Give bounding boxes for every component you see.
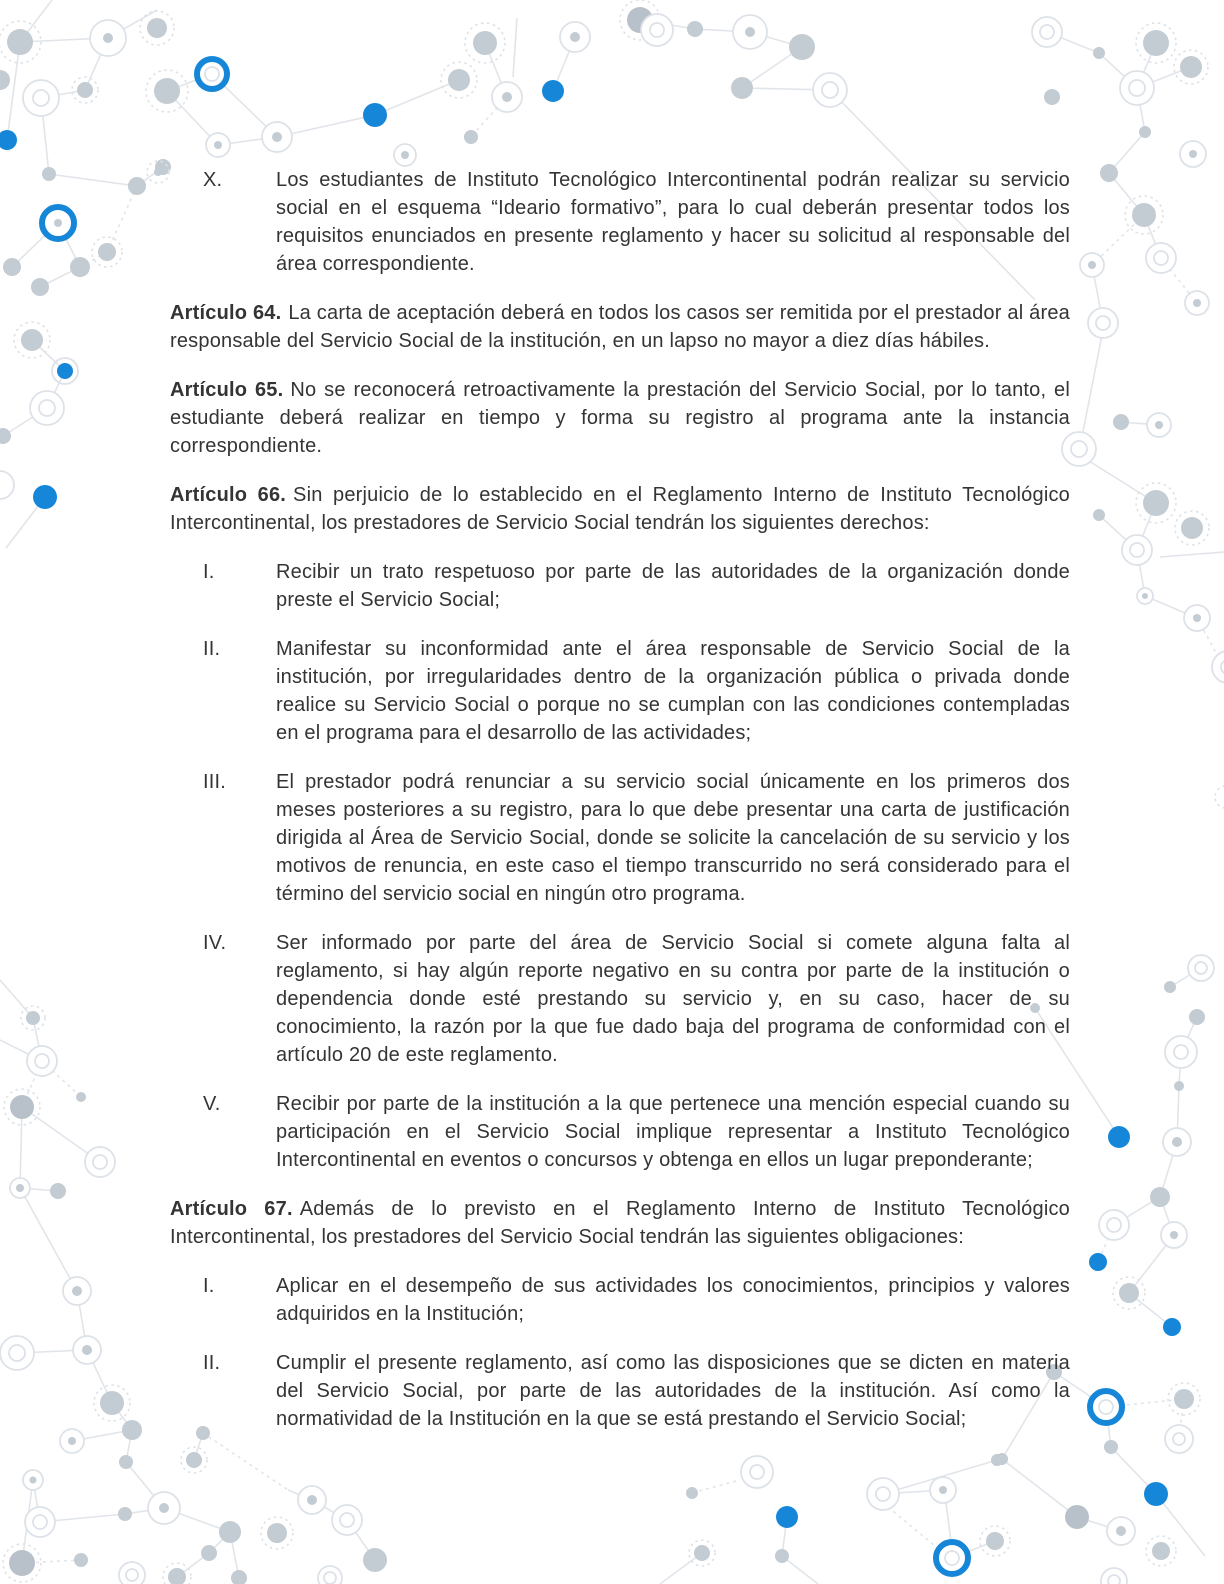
article-65-paragraph [170,376,1070,460]
list-item-obligacion-1 [170,1272,1070,1328]
list-item-x [170,166,1070,278]
list-item-derecho-4 [170,929,1070,1069]
list-numeral: I. [203,561,215,583]
list-numeral: III. [203,771,227,793]
article-64-label: Artículo 64. [170,302,282,324]
list-numeral: II. [203,1352,221,1374]
list-item-derecho-5 [170,1090,1070,1174]
list-item-derecho-1 [170,558,1070,614]
list-item-text: Aplicar en el desempeño de sus actividades los conocimientos, principios y valores adquiridos en la Institución; [276,1275,1070,1325]
list-numeral: IV. [203,932,227,954]
list-item-text: Recibir un trato respetuoso por parte de las autoridades de la organización donde preste el Servicio Social; [276,561,1070,611]
list-item-text: Ser informado por parte del área de Servicio Social si comete alguna falta al reglamento, si hay algún reporte negativo en su contra por parte de la institución o dependencia donde esté prestando su servicio y, en su caso, hacer de su conocimiento, la razón por la que fue dado baja del programa de conformidad con el artículo 20 de este reglamento. [276,932,1070,1066]
list-numeral: X. [203,169,223,191]
list-item-derecho-2 [170,635,1070,747]
list-numeral: V. [203,1093,221,1115]
article-65-text: No se reconocerá retroactivamente la prestación del Servicio Social, por lo tanto, el estudiante deberá realizar en tiempo y forma su registro al programa ante la instancia correspondiente. [170,379,1070,457]
article-64-text: La carta de aceptación deberá en todos los casos ser remitida por el prestador al área responsable del Servicio Social de la institución, en un lapso no mayor a diez días hábiles. [170,302,1070,352]
list-item-obligacion-2 [170,1349,1070,1433]
list-item-derecho-3 [170,768,1070,908]
list-numeral: I. [203,1275,215,1297]
article-66-label: Artículo 66. [170,484,287,506]
list-numeral: II. [203,638,221,660]
article-67-text: Además de lo previsto en el Reglamento Interno de Instituto Tecnológico Intercontinental, los prestadores del Servicio Social tendrán las siguientes obligaciones: [170,1198,1070,1248]
document-content [170,0,1070,1454]
article-66-text: Sin perjuicio de lo establecido en el Reglamento Interno de Instituto Tecnológico Intercontinental, los prestadores de Servicio Social tendrán los siguientes derechos: [170,484,1070,534]
article-64-paragraph [170,299,1070,355]
list-item-text: El prestador podrá renunciar a su servicio social únicamente en los primeros dos meses posteriores a su registro, para lo que debe presentar una carta de justificación dirigida al Área de Servicio Social, donde se solicite la cancelación de su servicio y los motivos de renuncia, en este caso el tiempo transcurrido no será considerado para el término del servicio social en ningún otro programa. [276,771,1070,905]
list-item-text: Recibir por parte de la institución a la que pertenece una mención especial cuando su participación en el Servicio Social implique representar a Instituto Tecnológico Intercontinental en eventos o concursos y obtenga en ellos un lugar preponderante; [276,1093,1070,1171]
list-item-text: Manifestar su inconformidad ante el área responsable de Servicio Social de la institución, por irregularidades dentro de la organización pública o privada donde realice su Servicio Social o porque no se cumplan con las condiciones contempladas en el programa para el desarrollo de las actividades; [276,638,1070,744]
article-66-paragraph [170,481,1070,537]
list-item-text: Los estudiantes de Instituto Tecnológico Intercontinental podrán realizar su servicio social en el esquema “Ideario formativo”, para lo cual deberán presentar todos los requisitos enunciados en presente reglamento y hacer su solicitud al responsable del área correspondiente. [276,169,1070,275]
article-65-label: Artículo 65. [170,379,284,401]
article-67-paragraph [170,1195,1070,1251]
article-67-label: Artículo 67. [170,1198,293,1220]
list-item-text: Cumplir el presente reglamento, así como las disposiciones que se dicten en materia del Servicio Social, por parte de las autoridades de la institución. Así como la normatividad de la Institución en la que se está prestando el Servicio Social; [276,1352,1070,1430]
